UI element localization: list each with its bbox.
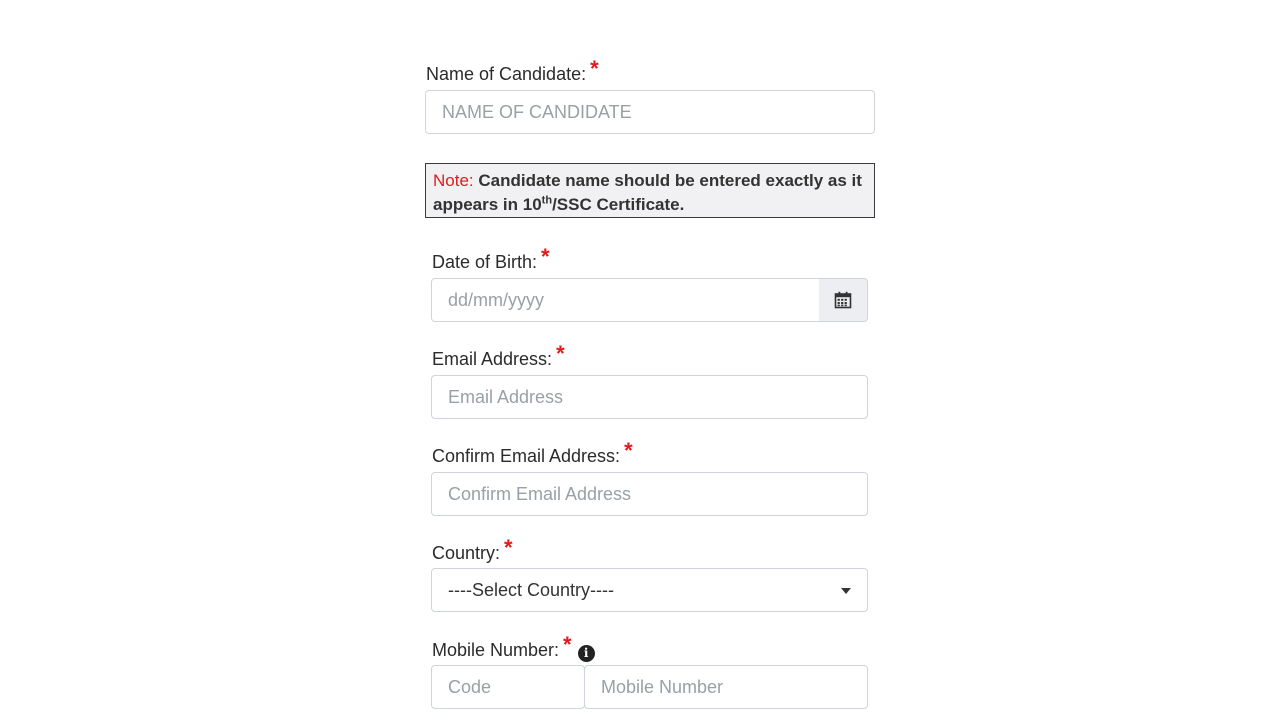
name-label-text: Name of Candidate:	[426, 64, 587, 84]
email-label-text: Email Address:	[432, 349, 553, 369]
required-mark: *	[590, 56, 599, 81]
mobile-label-text: Mobile Number:	[432, 640, 560, 660]
email-placeholder: Email Address	[448, 386, 564, 407]
country-label	[432, 535, 513, 565]
country-selected-value: ----Select Country----	[448, 579, 615, 600]
note-text-2: /SSC Certificate.	[552, 195, 685, 214]
note-key: Note:	[433, 171, 474, 190]
info-icon[interactable]: i	[578, 645, 595, 662]
confirm-email-placeholder: Confirm Email Address	[448, 483, 632, 504]
name-label	[426, 56, 599, 86]
mobile-number-input[interactable]	[584, 665, 868, 709]
confirm-email-input[interactable]	[431, 472, 868, 516]
name-placeholder: NAME OF CANDIDATE	[442, 101, 632, 122]
dob-input[interactable]	[431, 278, 820, 322]
required-mark: *	[556, 341, 565, 366]
mobile-code-placeholder: Code	[448, 676, 492, 697]
mobile-label	[432, 632, 595, 662]
calendar-button[interactable]	[819, 278, 868, 322]
email-input[interactable]	[431, 375, 868, 419]
dob-label	[432, 244, 550, 274]
confirm-email-label	[432, 438, 633, 468]
required-mark: *	[624, 438, 633, 463]
mobile-number-placeholder: Mobile Number	[601, 676, 724, 697]
country-label-text: Country:	[432, 543, 501, 563]
dob-placeholder: dd/mm/yyyy	[448, 289, 545, 310]
mobile-code-input[interactable]	[431, 665, 585, 709]
email-label	[432, 341, 565, 371]
dob-label-text: Date of Birth:	[432, 252, 538, 272]
chevron-down-icon	[841, 588, 851, 594]
required-mark: *	[541, 244, 550, 269]
required-mark: *	[504, 535, 513, 560]
country-select[interactable]	[431, 568, 868, 612]
required-mark: *	[563, 632, 572, 657]
note-text-1: Candidate name should be entered exactly as it appears in 10	[433, 171, 862, 214]
note-superscript: th	[541, 194, 553, 207]
confirm-email-label-text: Confirm Email Address:	[432, 446, 621, 466]
name-input[interactable]	[425, 90, 875, 134]
calendar-icon	[834, 291, 852, 309]
name-note	[425, 163, 875, 218]
